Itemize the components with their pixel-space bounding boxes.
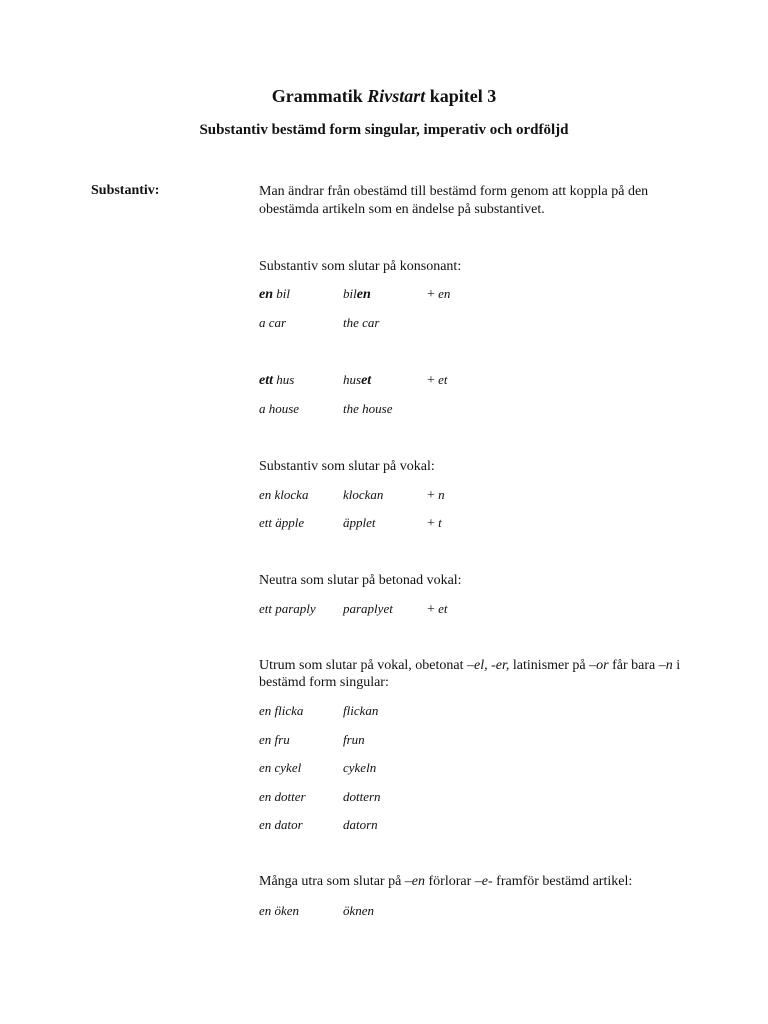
gloss-definite: the house bbox=[343, 401, 393, 416]
ending-rule: + n bbox=[427, 487, 445, 503]
vowel-heading: Substantiv som slutar på vokal: bbox=[259, 459, 435, 474]
indefinite-form: en fru bbox=[259, 732, 290, 747]
indefinite-form: en bil bbox=[259, 286, 290, 302]
indefinite-form: ett hus bbox=[259, 372, 295, 388]
indefinite-form: en cykel bbox=[259, 760, 302, 775]
many-utra-heading: Många utra som slutar på –en förlorar –e- framför bestämd artikel: bbox=[259, 874, 633, 889]
page-subtitle: Substantiv bestämd form singular, imperativ och ordföljd bbox=[199, 122, 569, 138]
consonant-heading: Substantiv som slutar på konsonant: bbox=[259, 259, 462, 274]
gloss-indefinite: a car bbox=[259, 315, 287, 330]
definite-form: cykeln bbox=[343, 760, 377, 775]
ending-rule: + et bbox=[427, 601, 448, 617]
indefinite-form: en dator bbox=[259, 817, 303, 832]
ending-rule: + en bbox=[427, 286, 451, 302]
page-title: Grammatik Rivstart kapitel 3 bbox=[271, 86, 497, 106]
section-label: Substantiv: bbox=[91, 183, 160, 198]
indefinite-form: en flicka bbox=[259, 703, 304, 718]
indefinite-form: ett paraply bbox=[259, 601, 316, 616]
ending-rule: + et bbox=[427, 372, 448, 388]
definite-form: paraplyet bbox=[343, 601, 393, 616]
ending-rule: + t bbox=[427, 515, 442, 531]
definite-form: frun bbox=[343, 732, 365, 747]
indefinite-form: en klocka bbox=[259, 487, 309, 502]
definite-form: dottern bbox=[343, 789, 381, 804]
indefinite-form: ett äpple bbox=[259, 515, 305, 530]
indefinite-form: en öken bbox=[259, 903, 300, 918]
gloss-definite: the car bbox=[343, 315, 380, 330]
definite-form: bilen bbox=[343, 286, 371, 302]
definite-form: klockan bbox=[343, 487, 384, 502]
neuter-heading: Neutra som slutar på betonad vokal: bbox=[259, 573, 462, 588]
definite-form: öknen bbox=[343, 903, 375, 918]
definite-form: flickan bbox=[343, 703, 379, 718]
definite-form: äpplet bbox=[343, 515, 376, 530]
definite-form: huset bbox=[343, 372, 372, 388]
intro-paragraph: Man ändrar från obestämd till bestämd form genom att koppla på den obestämda artikeln som en ändelse på substantivet. bbox=[259, 184, 649, 217]
gloss-indefinite: a house bbox=[259, 401, 300, 416]
utrum-heading: Utrum som slutar på vokal, obetonat –el, -er, latinismer på –or får bara –n i bestämd form singular: bbox=[259, 658, 681, 690]
indefinite-form: en dotter bbox=[259, 789, 306, 804]
definite-form: datorn bbox=[343, 817, 378, 832]
